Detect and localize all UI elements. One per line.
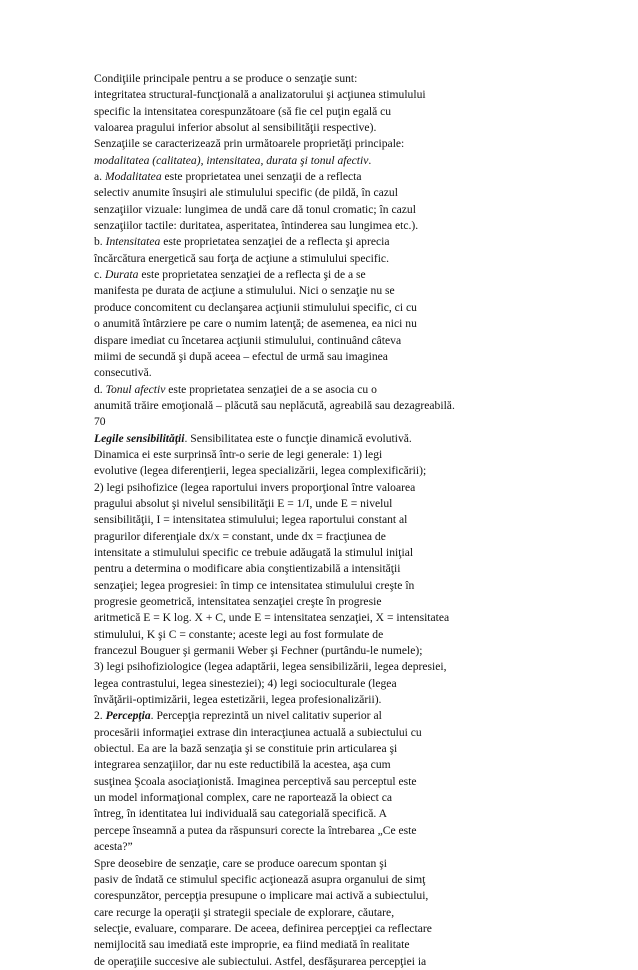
text-run: valoarea pragului inferior absolut al sensibilităţii respective). [94,121,377,135]
text-line [94,202,614,218]
text-run: a. [94,170,105,184]
text-run: 70 [94,415,106,429]
text-line [94,627,614,643]
text-line [94,267,614,283]
text-run: selectiv anumite însuşiri ale stimulului specific (de pildă, în cazul [94,186,398,200]
text-line [94,806,614,822]
text-run: legea contrastului, legea sinesteziei); 4) legi socioculturale (legea [94,676,397,690]
text-run: pentru a determina o modificare abia conştientizabilă a intensităţii [94,562,401,576]
text-run: . Sensibilitatea este o funcţie dinamică evolutivă. [184,431,412,445]
text-line [94,757,614,773]
text-run: Dinamica ei este surprinsă într-o serie de legi generale: 1) legi [94,447,383,461]
text-run: învăţării-optimizării, legea estetizării, legea profesionalizării). [94,693,382,707]
text-run: acesta?” [94,840,133,854]
text-line [94,954,614,970]
text-line [94,87,614,103]
text-run: dispare imediat cu încetarea acţiunii stimulului, continuând câteva [94,333,402,347]
text-run: pragurilor diferenţiale dx/x = constant, unde dx = fracţiunea de [94,529,386,543]
italic-term: Modalitatea [104,170,162,184]
text-line [94,856,614,872]
text-line [94,414,614,430]
text-run: este proprietatea senzaţiei de a reflecta şi de a se [138,268,366,282]
text-line [94,333,614,349]
text-run: d. [94,382,106,396]
text-run: Senzaţiile se caracterizează prin următoarele proprietăţi principale: [94,137,405,151]
text-run: intensitate a stimulului specific ce trebuie adăugată la stimulul iniţial [94,545,414,559]
text-run: miimi de secundă şi după aceea – efectul de urmă sau imaginea [94,349,388,363]
text-line [94,218,614,234]
text-line [94,512,614,528]
text-line [94,594,614,610]
text-run: întreg, în identitatea lui individuală sau categorială specifică. A [94,807,387,821]
text-line [94,153,614,169]
text-line [94,463,614,479]
text-line [94,839,614,855]
text-run: nemijlocită sau imediată este improprie, ea fiind mediată în realitate [94,938,410,952]
text-run: Condiţiile principale pentru a se produce o senzaţie sunt: [94,72,358,85]
text-run: corespunzător, percepţia presupune o implicare mai activă a subiectului, [94,889,429,903]
text-line [94,104,614,120]
text-line [94,676,614,692]
text-line [94,561,614,577]
text-line [94,316,614,332]
text-line [94,692,614,708]
text-line [94,398,614,414]
text-line [94,365,614,381]
text-line [94,71,614,87]
text-line [94,251,614,267]
text-run: 3) legi psihofiziologice (legea adaptării, legea sensibilizării, legea depresiei, [94,660,447,674]
text-run: Spre deosebire de senzaţie, care se produce oarecum spontan şi [94,856,387,870]
text-line [94,120,614,136]
section-heading: Legile sensibilităţii [94,431,185,445]
text-run: integritatea structural-funcţională a analizatorului şi acţiunea stimulului [94,88,426,102]
text-run: de operaţiile succesive ale subiectului. Astfel, desfăşurarea percepţiei ia [94,954,427,968]
text-line [94,905,614,921]
text-run: consecutivă. [94,366,152,380]
text-line [94,725,614,741]
text-run: integrarea senzaţiilor, dar nu este reductibilă la acestea, aşa cum [94,758,391,772]
text-line [94,921,614,937]
text-line [94,578,614,594]
text-line [94,823,614,839]
text-run: senzaţiilor vizuale: lungimea de undă care dă tonul cromatic; în cazul [94,202,416,216]
text-line [94,382,614,398]
text-run: senzaţiilor tactile: duritatea, asperitatea, întinderea sau lungimea etc.). [94,219,419,233]
italic-term: Intensitatea [105,235,161,249]
text-line [94,496,614,512]
text-line [94,185,614,201]
text-line [94,283,614,299]
text-run: un model informaţional complex, care ne raportează la obiect ca [94,791,393,805]
text-line [94,169,614,185]
text-run: încărcătura energetică sau forţa de acţiune a stimulului specific. [94,251,389,265]
text-run: stimulului, K şi C = constante; aceste legi au fost formulate de [94,627,384,641]
text-line [94,234,614,250]
text-run: care recurge la operaţii şi strategii speciale de explorare, căutare, [94,905,395,919]
text-run: este proprietatea senzaţiei de a reflecta şi aprecia [160,235,390,249]
text-run: o anumită întârziere pe care o numim latenţă; de asemenea, ea nici nu [94,317,417,331]
text-run: c. [94,268,105,282]
text-run: . Percepţia reprezintă un nivel calitativ superior al [150,709,382,723]
text-run: este proprietatea senzaţiei de a se asocia cu o [165,382,377,396]
text-line [94,774,614,790]
text-run: obiectul. Ea are la bază senzaţia şi se constituie prin articularea şi [94,742,398,756]
text-line [94,447,614,463]
text-line [94,708,614,724]
text-run: sensibilităţii, I = intensitatea stimulului; legea raportului constant al [94,513,408,527]
text-line [94,610,614,626]
text-run: senzaţiei; legea progresiei: în timp ce intensitatea stimulului creşte în [94,578,415,592]
section-heading: Percepţia [105,709,151,723]
text-run: 2. [94,709,106,723]
text-line [94,545,614,561]
text-run: specific la intensitatea corespunzătoare (să fie cel puţin egală cu [94,104,392,118]
document-page [94,71,614,970]
text-run: 2) legi psihofizice (legea raportului invers proporţional între valoarea [94,480,416,494]
text-line [94,790,614,806]
text-run: procesării informaţiei extrase din interacţiunea actuală a subiectului cu [94,725,422,739]
text-run: . [368,153,372,167]
text-run: selecţie, evaluare, comparare. De aceea, definirea percepţiei ca reflectare [94,921,432,935]
italic-term: modalitatea (calitatea), intensitatea, durata şi tonul afectiv [94,153,369,167]
text-line [94,643,614,659]
text-line [94,529,614,545]
text-line [94,659,614,675]
text-run: b. [94,235,106,249]
text-line [94,872,614,888]
text-line [94,888,614,904]
text-run: francezul Bouguer şi germanii Weber şi Fechner (purtându-le numele); [94,644,423,658]
text-run: susţinea Şcoala asociaţionistă. Imaginea perceptivă sau perceptul este [94,774,417,788]
text-line [94,741,614,757]
text-run: pasiv de îndată ce stimulul specific acţionează asupra organului de simţ [94,872,426,886]
text-line [94,431,614,447]
text-run: percepe înseamnă a putea da răspunsuri corecte la întrebarea „Ce este [94,823,417,837]
text-run: evolutive (legea diferenţierii, legea specializării, legea complexificării); [94,464,427,478]
text-run: este proprietatea unei senzaţii de a reflecta [161,170,362,184]
text-line [94,300,614,316]
text-line [94,480,614,496]
text-line [94,937,614,953]
italic-term: Durata [104,268,139,282]
text-line [94,136,614,152]
text-run: pragului absolut şi nivelul sensibilităţii E = 1/I, unde E = nivelul [94,496,393,510]
text-run: produce concomitent cu declanşarea acţiunii stimulului specific, ci cu [94,300,417,314]
text-run: manifesta pe durata de acţiune a stimulului. Nici o senzaţie nu se [94,284,395,298]
text-run: aritmetică E = K log. X + C, unde E = intensitatea senzaţiei, X = intensitatea [94,611,450,625]
text-run: progresie geometrică, intensitatea senzaţiei creşte în progresie [94,595,382,608]
italic-term: Tonul afectiv [105,382,166,396]
text-line [94,349,614,365]
text-run: anumită trăire emoţională – plăcută sau neplăcută, agreabilă sau dezagreabilă. [94,398,455,412]
